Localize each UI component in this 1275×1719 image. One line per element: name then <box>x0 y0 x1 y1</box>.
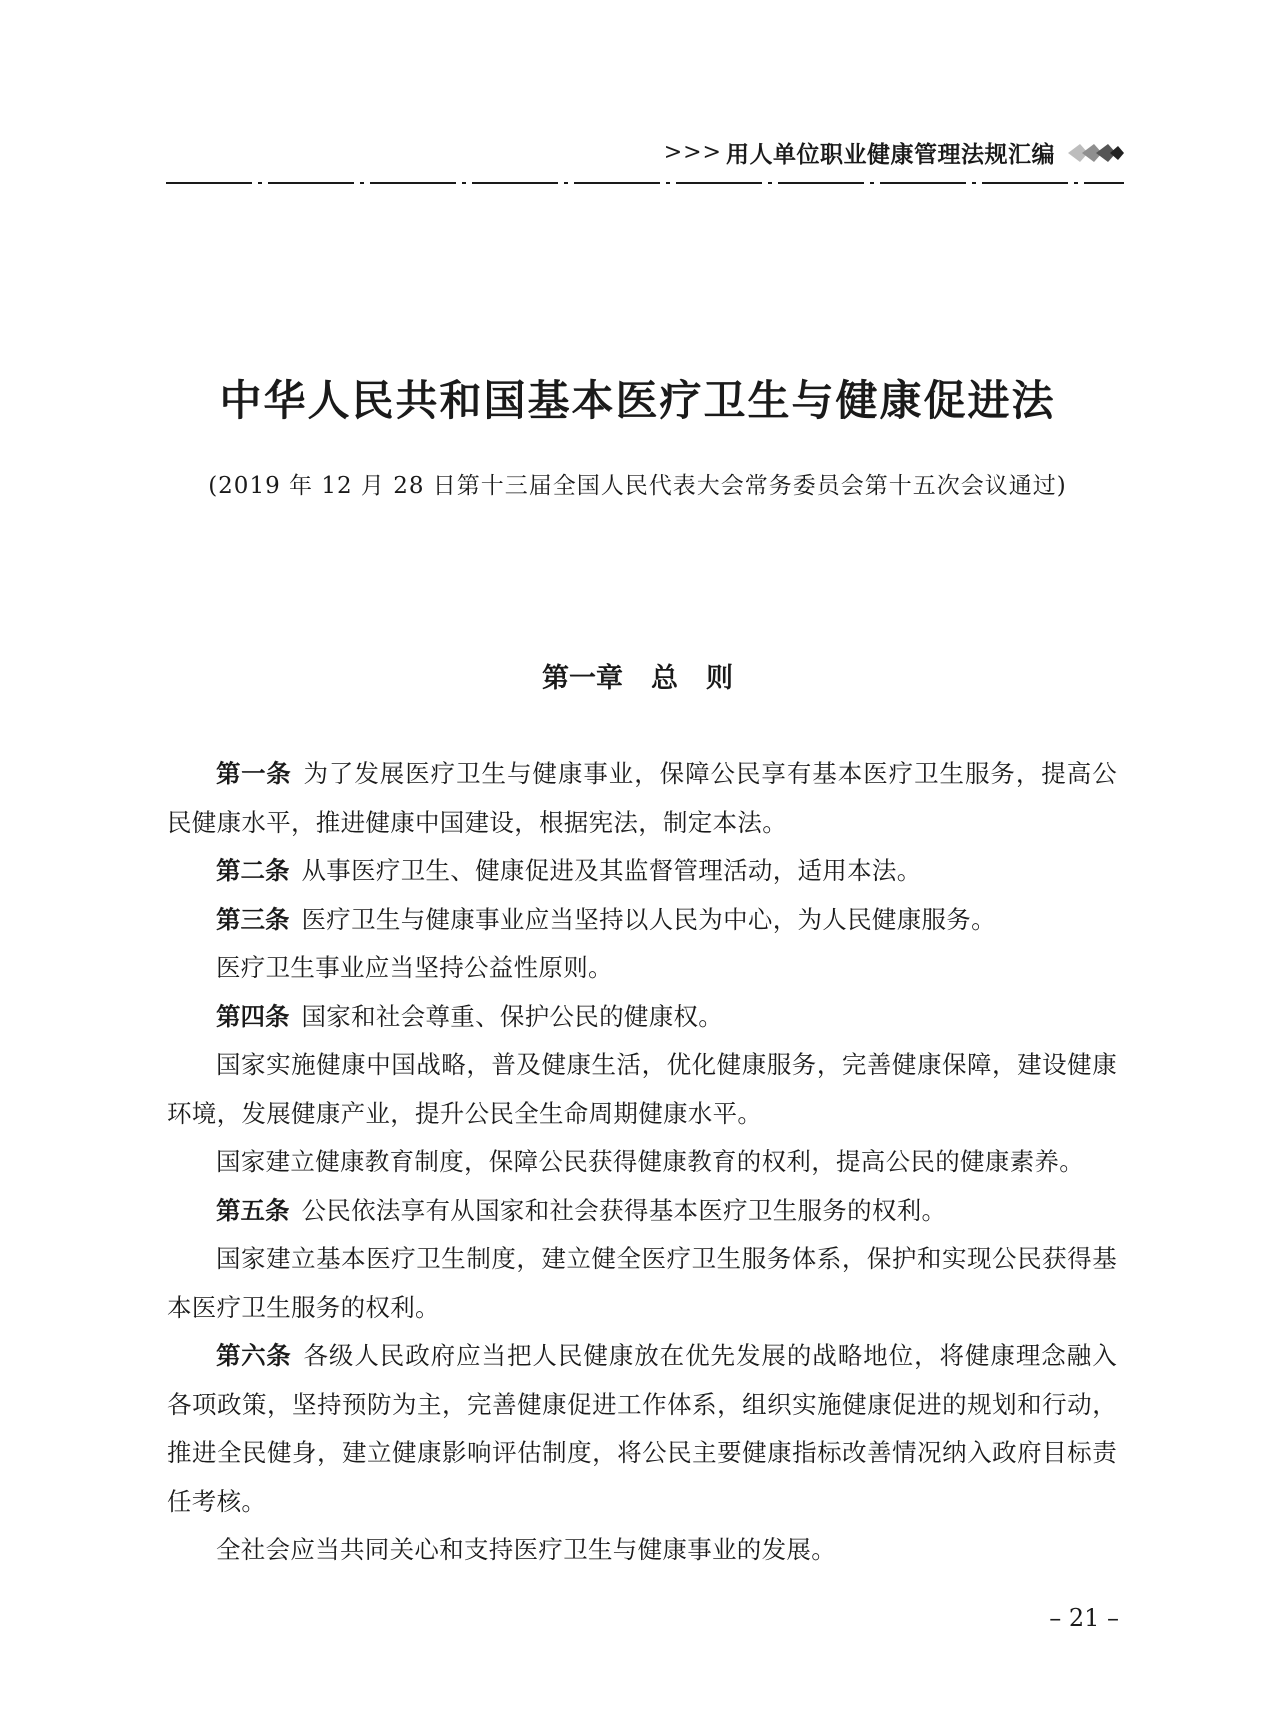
book-title: 用人单位职业健康管理法规汇编 <box>726 141 1055 168</box>
chapter-number: 第一章 <box>542 663 623 694</box>
article-number: 第六条 <box>216 1341 292 1370</box>
chapter-heading <box>0 656 1275 695</box>
paragraph: 医疗卫生事业应当坚持公益性原则。 <box>216 953 613 982</box>
article-text: 为了发展医疗卫生与健康事业，保障公民享有基本医疗卫生服务，提高公民健康水平，推进健康中国建设，根据宪法，制定本法。 <box>167 759 1117 837</box>
article-number: 第五条 <box>216 1195 290 1225</box>
paragraph-article-3 <box>167 896 1117 945</box>
chapter-title-char-1: 总 <box>651 663 678 694</box>
article-number: 第四条 <box>216 1001 290 1031</box>
paragraph-article-6 <box>167 1332 1117 1526</box>
paragraph: 国家建立基本医疗卫生制度，建立健全医疗卫生服务体系，保护和实现公民获得基本医疗卫生服务的权利。 <box>167 1244 1117 1322</box>
article-text: 国家和社会尊重、保护公民的健康权。 <box>301 1001 724 1031</box>
document-body <box>167 750 1117 1575</box>
paragraph: 全社会应当共同关心和支持医疗卫生与健康事业的发展。 <box>216 1535 836 1564</box>
paragraph: 国家实施健康中国战略，普及健康生活，优化健康服务，完善健康保障，建设健康环境，发展健康产业，提升公民全生命周期健康水平。 <box>167 1050 1117 1128</box>
paragraph: 国家建立健康教育制度，保障公民获得健康教育的权利，提高公民的健康素养。 <box>216 1147 1084 1176</box>
page-number: – 21 – <box>1049 1604 1119 1632</box>
article-number: 第三条 <box>216 904 290 934</box>
paragraph-article-5 <box>167 1187 1117 1236</box>
header-prefix: >>> <box>663 140 722 165</box>
paragraph-article-2 <box>167 847 1117 896</box>
article-number: 第一条 <box>216 759 292 788</box>
paragraph-article-1 <box>167 750 1117 847</box>
paragraph-article-4 <box>167 993 1117 1042</box>
diamond-ornament-icon <box>1066 141 1126 165</box>
article-text: 各级人民政府应当把人民健康放在优先发展的战略地位，将健康理念融入各项政策，坚持预防为主，完善健康促进工作体系，组织实施健康促进的规划和行动，推进全民健身，建立健康影响评估制度，将公民主要健康指标改善情况纳入政府目标责任考核。 <box>167 1341 1117 1516</box>
running-header <box>664 136 1055 169</box>
header-divider <box>166 180 1124 186</box>
article-text: 从事医疗卫生、健康促进及其监督管理活动，适用本法。 <box>301 856 922 885</box>
document-title: 中华人民共和国基本医疗卫生与健康促进法 <box>219 376 1056 425</box>
document-subtitle: (2019 年 12 月 28 日第十三届全国人民代表大会常务委员会第十五次会议通过) <box>208 473 1067 499</box>
article-number: 第二条 <box>216 856 290 885</box>
article-text: 公民依法享有从国家和社会获得基本医疗卫生服务的权利。 <box>301 1195 947 1225</box>
chapter-title-char-2: 则 <box>706 663 733 694</box>
article-text: 医疗卫生与健康事业应当坚持以人民为中心，为人民健康服务。 <box>301 904 996 934</box>
